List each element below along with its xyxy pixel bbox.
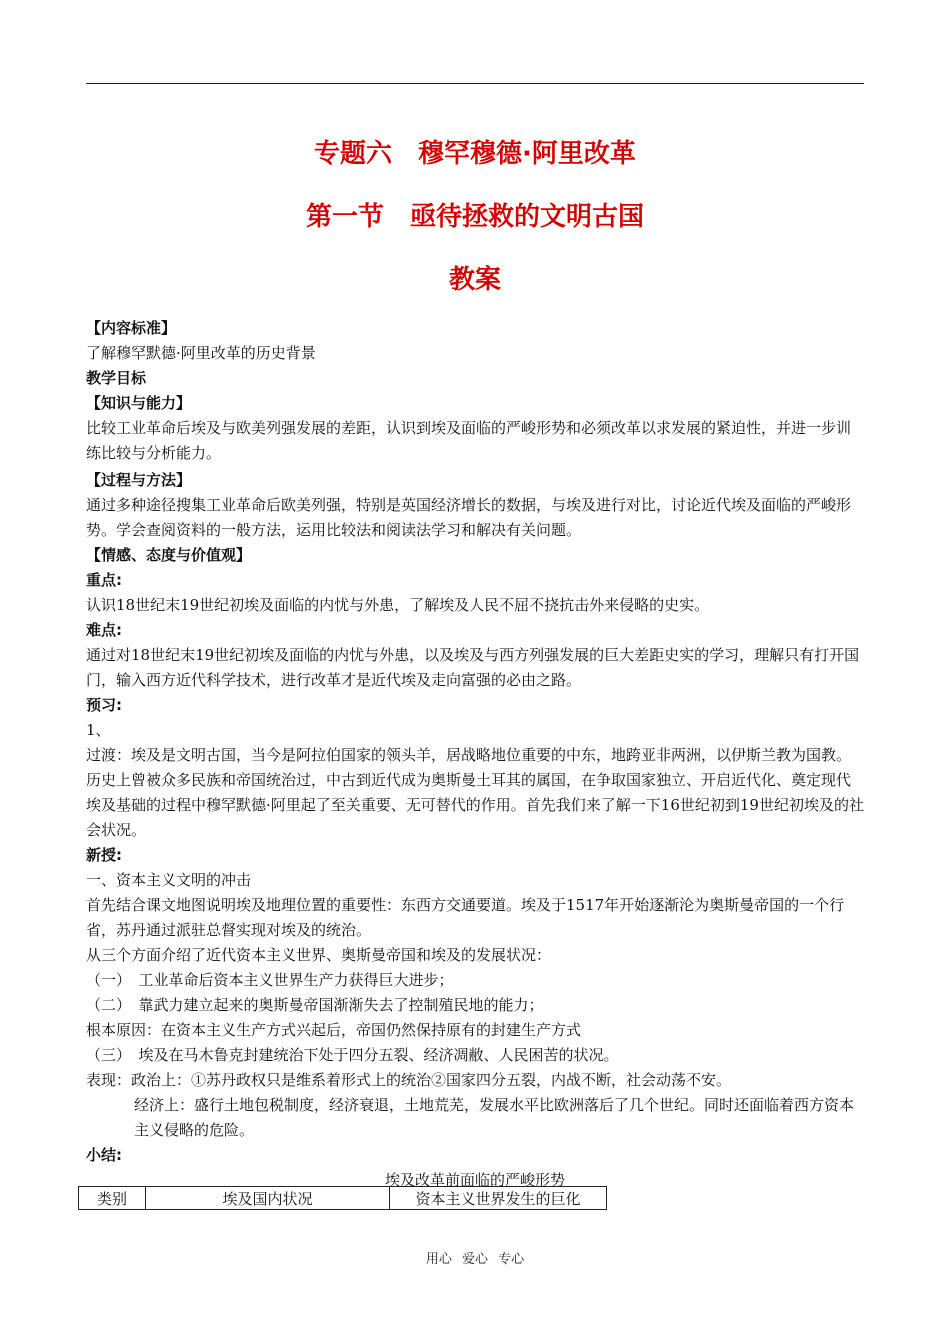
page-footer: 用心 爱心 专心 [425, 1252, 525, 1267]
heading-new-lesson: 新授: [86, 846, 122, 864]
heading-knowledge-ability: 【知识与能力】 [86, 394, 192, 412]
item-three: （三） 埃及在马木鲁克封建统治下处于四分五裂、经济凋敝、人民困苦的状况。 [86, 1046, 619, 1064]
heading-key-point: 重点: [86, 571, 122, 589]
economy-text: 经济上：盛行土地包税制度，经济衰退，土地荒芜，发展水平比欧洲落后了几个世纪。同时还面临着西方资本主义侵略的危险。 [134, 1096, 855, 1139]
heading-difficulty: 难点: [86, 621, 122, 639]
process-method-text: 通过多种途径搜集工业革命后欧美列强，特别是英国经济增长的数据，与埃及进行对比，讨论近代埃及面临的严峻形势。学会查阅资料的一般方法，运用比较法和阅读法学习和解决有关问题。 [86, 496, 852, 539]
summary-table [78, 1186, 607, 1210]
item-two: （二） 靠武力建立起来的奥斯曼帝国渐渐失去了控制殖民地的能力； [86, 996, 544, 1014]
table-header-cell: 类别 [79, 1187, 146, 1210]
root-cause-text: 根本原因：在资本主义生产方式兴起后，帝国仍然保持原有的封建生产方式 [86, 1021, 582, 1039]
header-rule [86, 83, 864, 84]
heading-summary: 小结: [86, 1146, 122, 1164]
key-point-text: 认识18世纪末19世纪初埃及面临的内忧与外患，了解埃及人民不屈不挠抗击外来侵略的史实。 [86, 596, 710, 614]
document-body [86, 316, 864, 1193]
content-standard-text: 了解穆罕默德·阿里改革的历史背景 [86, 344, 316, 362]
transition-text: 过渡：埃及是文明古国，当今是阿拉伯国家的领头羊，居战略地位重要的中东，地跨亚非两洲，以伊斯兰教为国教。历史上曾被众多民族和帝国统治过，中古到近代成为奥斯曼土耳其的属国，在争取国家独立、开启近代化、奠定现代埃及基础的过程中穆罕默德·阿里起了至关重要、无可替代的作用。首先我们来了解一下16世纪初到19世纪初埃及的社会状况。 [86, 746, 864, 839]
politics-text: 表现：政治上：①苏丹政权只是维系着形式上的统治②国家四分五裂，内战不断，社会动荡不安。 [86, 1071, 732, 1089]
summary-table-caption: 埃及改革前面临的严峻形势 [384, 1171, 565, 1189]
heading-content-standard: 【内容标准】 [86, 319, 177, 337]
heading-preview: 预习: [86, 696, 122, 714]
table-header-cell: 埃及国内状况 [146, 1187, 390, 1210]
table-header-cell: 资本主义世界发生的巨化 [390, 1187, 607, 1210]
title-lesson-plan: 教案 [448, 265, 501, 295]
heading-emotion-values: 【情感、态度与价值观】 [86, 546, 252, 564]
heading-teaching-goals: 教学目标 [86, 369, 147, 387]
three-aspects-text: 从三个方面介绍了近代资本主义世界、奥斯曼帝国和埃及的发展状况： [86, 946, 552, 964]
title-topic: 专题六 穆罕穆德·阿里改革 [314, 139, 636, 169]
table-header-row [79, 1187, 607, 1210]
preview-number: 1、 [86, 721, 111, 739]
knowledge-ability-text: 比较工业革命后埃及与欧美列强发展的差距，认识到埃及面临的严峻形势和必须改革以求发展的紧迫性，并进一步训练比较与分析能力。 [86, 419, 852, 462]
title-section: 第一节 亟待拯救的文明古国 [305, 202, 644, 232]
geography-text: 首先结合课文地图说明埃及地理位置的重要性：东西方交通要道。埃及于1517年开始逐渐沦为奥斯曼帝国的一个行省，苏丹通过派驻总督实现对埃及的统治。 [86, 896, 845, 939]
heading-process-method: 【过程与方法】 [86, 471, 192, 489]
difficulty-text: 通过对18世纪末19世纪初埃及面临的内忧与外患，以及埃及与西方列强发展的巨大差距史实的学习，理解只有打开国门，输入西方近代科学技术，进行改革才是近代埃及走向富强的必由之路。 [86, 646, 860, 689]
item-one: （一） 工业革命后资本主义世界生产力获得巨大进步； [86, 971, 454, 989]
section-one-title: 一、资本主义文明的冲击 [86, 871, 252, 889]
